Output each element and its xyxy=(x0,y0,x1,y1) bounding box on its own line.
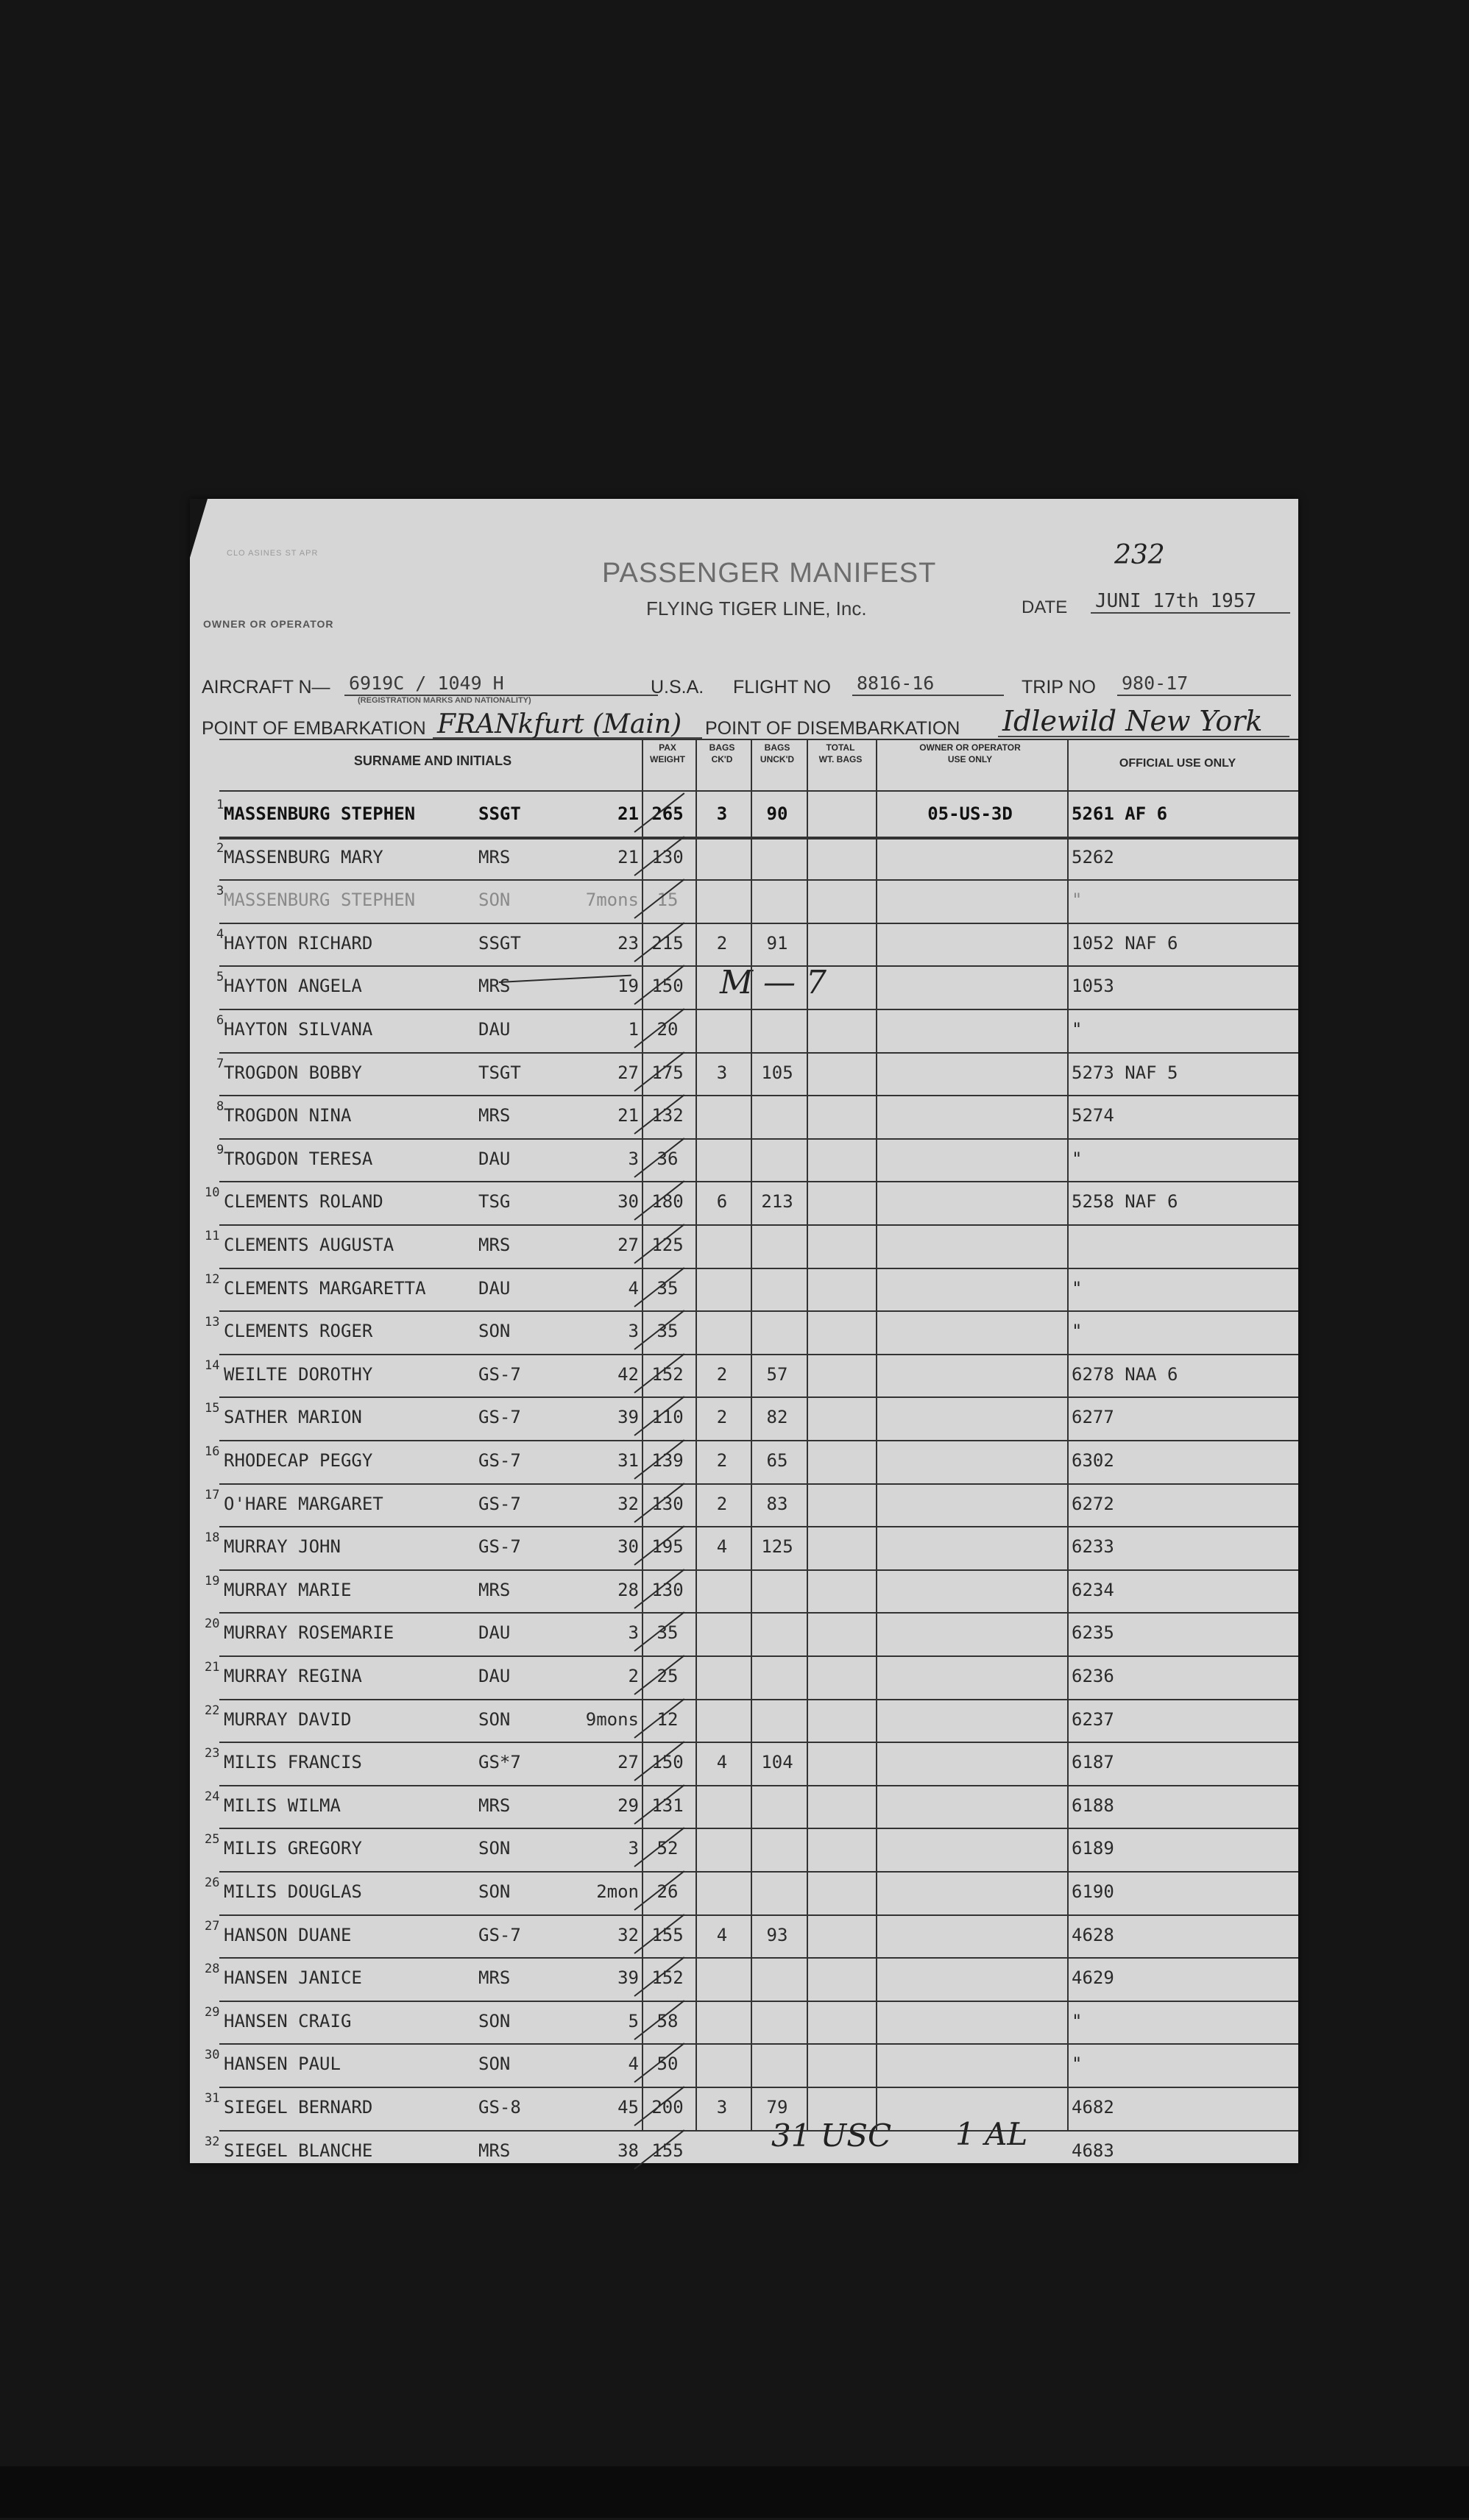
passenger-weight: 15 xyxy=(656,890,679,911)
row-rule xyxy=(219,1310,1298,1312)
passenger-age: 9mons xyxy=(585,1708,639,1730)
passenger-age: 21 xyxy=(617,1105,639,1126)
row-number: 13 xyxy=(205,1315,220,1330)
official-use: 4629 xyxy=(1072,1967,1114,1989)
row-number: 7 xyxy=(216,1056,224,1071)
passenger-name: O'HARE MARGARET xyxy=(224,1493,383,1514)
col-owner-header: OWNER OR OPERATOR USE ONLY xyxy=(919,742,1021,764)
row-rule xyxy=(219,2043,1298,2045)
header-rule xyxy=(219,739,1298,740)
bags-unchecked: 213 xyxy=(761,1191,793,1213)
disembarkation-label: POINT OF DISEMBARKATION xyxy=(705,718,960,739)
official-use: " xyxy=(1072,1321,1083,1342)
row-number: 23 xyxy=(205,1746,220,1761)
passenger-rank: SON xyxy=(478,1321,511,1342)
passenger-weight: 125 xyxy=(651,1235,684,1255)
passenger-age: 2 xyxy=(628,1666,639,1686)
row-number: 25 xyxy=(205,1832,220,1848)
passenger-age: 31 xyxy=(617,1450,639,1471)
row-number: 16 xyxy=(205,1444,220,1459)
passenger-name: MILIS GREGORY xyxy=(224,1838,362,1859)
row-rule xyxy=(219,1138,1298,1140)
bags-checked: 3 xyxy=(716,1062,728,1083)
passenger-age: 30 xyxy=(617,1191,639,1213)
row-rule xyxy=(219,2001,1298,2002)
row-number: 20 xyxy=(205,1616,220,1632)
passenger-rank: SON xyxy=(478,2054,511,2075)
handwritten-note-row5: M — 7 xyxy=(720,964,827,1001)
col-bags-ckd-header: BAGS CK'D xyxy=(709,742,735,764)
row-number: 32 xyxy=(205,2134,220,2149)
row-rule xyxy=(219,923,1298,924)
passenger-name: CLEMENTS ROLAND xyxy=(224,1191,383,1213)
passenger-age: 27 xyxy=(617,1752,639,1773)
passenger-name: CLEMENTS ROGER xyxy=(224,1321,373,1342)
passenger-age: 38 xyxy=(617,2140,639,2161)
passenger-age: 21 xyxy=(617,846,639,867)
bags-unchecked: 105 xyxy=(761,1062,793,1083)
bags-checked: 6 xyxy=(716,1191,728,1213)
passenger-name: MURRAY REGINA xyxy=(224,1666,362,1686)
row-rule xyxy=(219,1569,1298,1571)
row-rule xyxy=(219,1742,1298,1743)
passenger-rank: TSG xyxy=(478,1191,511,1213)
row-rule xyxy=(219,837,1298,840)
bags-checked: 3 xyxy=(716,803,728,824)
row-number: 24 xyxy=(205,1789,220,1804)
passenger-rank: DAU xyxy=(478,1666,511,1686)
passenger-rank: DAU xyxy=(478,1622,511,1644)
row-rule xyxy=(219,1052,1298,1054)
passenger-rank: DAU xyxy=(478,1148,511,1169)
row-rule xyxy=(219,2087,1298,2088)
passenger-age: 3 xyxy=(628,1321,639,1342)
passenger-rank: MRS xyxy=(478,846,511,867)
passenger-age: 30 xyxy=(617,1536,639,1558)
bags-unchecked: 91 xyxy=(766,932,788,954)
row-number: 22 xyxy=(205,1703,220,1718)
passenger-weight: 155 xyxy=(651,2140,684,2161)
passenger-weight: 110 xyxy=(651,1407,684,1428)
column-divider xyxy=(751,739,752,2130)
passenger-age: 29 xyxy=(617,1795,639,1816)
passenger-name: MURRAY ROSEMARIE xyxy=(224,1622,394,1644)
passenger-name: WEILTE DOROTHY xyxy=(224,1363,373,1385)
passenger-name: MASSENBURG STEPHEN xyxy=(224,890,416,911)
passenger-age: 39 xyxy=(617,1407,639,1428)
official-use: " xyxy=(1072,890,1083,911)
row-rule xyxy=(219,1655,1298,1657)
official-use: 6188 xyxy=(1072,1795,1114,1816)
passenger-weight: 50 xyxy=(656,2054,679,2075)
passenger-weight: 265 xyxy=(651,803,684,824)
passenger-name: TROGDON NINA xyxy=(224,1105,352,1126)
passenger-rank: MRS xyxy=(478,1105,511,1126)
passenger-rank: SON xyxy=(478,1881,511,1902)
official-use: 4682 xyxy=(1072,2097,1114,2118)
passenger-name: CLEMENTS MARGARETTA xyxy=(224,1277,426,1299)
row-rule xyxy=(219,1009,1298,1010)
date-label: DATE xyxy=(1022,597,1068,617)
scan-dark-band xyxy=(0,2466,1469,2518)
passenger-weight: 26 xyxy=(656,1881,679,1902)
trip-value: 980-17 xyxy=(1117,672,1291,696)
passenger-age: 5 xyxy=(628,2010,639,2031)
bags-checked: 3 xyxy=(716,2097,728,2118)
bags-checked: 4 xyxy=(716,1924,728,1945)
row-number: 5 xyxy=(216,970,224,985)
torn-corner xyxy=(190,499,208,558)
passenger-name: MURRAY MARIE xyxy=(224,1579,352,1600)
passenger-weight: 130 xyxy=(651,1579,684,1600)
passenger-age: 4 xyxy=(628,2054,639,2075)
passenger-weight: 139 xyxy=(651,1450,684,1471)
passenger-rank: SSGT xyxy=(478,932,521,954)
row-number: 11 xyxy=(205,1229,220,1243)
passenger-weight: 150 xyxy=(651,976,684,997)
official-use: 6236 xyxy=(1072,1666,1114,1686)
passenger-weight: 131 xyxy=(651,1795,684,1816)
passenger-weight: 130 xyxy=(651,846,684,867)
aircraft-value: 6919C / 1049 H xyxy=(344,672,658,696)
row-number: 31 xyxy=(205,2091,220,2106)
passenger-age: 7mons xyxy=(585,890,639,911)
passenger-age: 3 xyxy=(628,1622,639,1644)
passenger-name: SATHER MARION xyxy=(224,1407,362,1428)
passenger-name: MILIS WILMA xyxy=(224,1795,341,1816)
column-divider xyxy=(695,739,697,2130)
row-rule xyxy=(219,1871,1298,1873)
column-divider xyxy=(807,739,808,2130)
row-rule xyxy=(219,1268,1298,1269)
passenger-rank: GS-7 xyxy=(478,1536,521,1558)
bags-unchecked: 79 xyxy=(766,2097,788,2118)
flight-value: 8816-16 xyxy=(852,672,1004,696)
official-use: 6237 xyxy=(1072,1708,1114,1730)
official-use: 5261 AF 6 xyxy=(1072,803,1168,824)
passenger-weight: 130 xyxy=(651,1493,684,1514)
official-use: 6234 xyxy=(1072,1579,1114,1600)
passenger-name: TROGDON BOBBY xyxy=(224,1062,362,1083)
passenger-weight: 180 xyxy=(651,1191,684,1213)
official-use: " xyxy=(1072,2010,1083,2031)
bags-unchecked: 57 xyxy=(766,1363,788,1385)
embarkation-value: FRANkfurt (Main) xyxy=(433,709,702,739)
official-use: 6233 xyxy=(1072,1536,1114,1558)
passenger-age: 32 xyxy=(617,1924,639,1945)
col-official-header: OFFICIAL USE ONLY xyxy=(1119,757,1236,770)
passenger-name: RHODECAP PEGGY xyxy=(224,1450,373,1471)
row-rule xyxy=(219,1699,1298,1700)
passenger-rank: GS-7 xyxy=(478,1493,521,1514)
passenger-name: MASSENBURG MARY xyxy=(224,846,383,867)
disembarkation-value: Idlewild New York xyxy=(998,705,1289,737)
column-divider xyxy=(642,739,643,2130)
official-use: 1053 xyxy=(1072,976,1114,997)
bags-checked: 2 xyxy=(716,1450,728,1471)
official-use: 5273 NAF 5 xyxy=(1072,1062,1178,1083)
row-rule xyxy=(219,1914,1298,1916)
row-rule xyxy=(219,1483,1298,1485)
passenger-name: MILIS DOUGLAS xyxy=(224,1881,362,1902)
passenger-name: SIEGEL BLANCHE xyxy=(224,2140,373,2161)
official-use: 6302 xyxy=(1072,1450,1114,1471)
passenger-age: 39 xyxy=(617,1967,639,1989)
row-number: 29 xyxy=(205,2004,220,2020)
passenger-name: MURRAY JOHN xyxy=(224,1536,341,1558)
trip-label: TRIP NO xyxy=(1022,677,1096,698)
passenger-age: 3 xyxy=(628,1148,639,1169)
faint-stamp: CLO ASINES ST APR xyxy=(227,549,319,558)
row-rule xyxy=(219,1224,1298,1226)
row-rule xyxy=(219,1181,1298,1182)
passenger-name: MURRAY DAVID xyxy=(224,1708,352,1730)
bags-checked: 2 xyxy=(716,1493,728,1514)
passenger-name: CLEMENTS AUGUSTA xyxy=(224,1235,394,1255)
flight-label: FLIGHT NO xyxy=(733,677,831,698)
row-rule xyxy=(219,2130,1298,2132)
nationality: U.S.A. xyxy=(651,677,704,698)
row-number: 14 xyxy=(205,1357,220,1373)
passenger-rank: MRS xyxy=(478,2140,511,2161)
embarkation-label: POINT OF EMBARKATION xyxy=(202,718,426,739)
row-number: 26 xyxy=(205,1875,220,1890)
passenger-rank: DAU xyxy=(478,1019,511,1040)
official-use: " xyxy=(1072,1277,1083,1299)
registration-note: (REGISTRATION MARKS AND NATIONALITY) xyxy=(358,696,531,705)
handwritten-note-al: 1 AL xyxy=(955,2116,1028,2152)
official-use: 5258 NAF 6 xyxy=(1072,1191,1178,1213)
passenger-rank: GS-7 xyxy=(478,1407,521,1428)
row-number: 6 xyxy=(216,1013,224,1028)
row-rule xyxy=(219,1526,1298,1527)
row-number: 19 xyxy=(205,1573,220,1589)
official-use: " xyxy=(1072,1148,1083,1169)
row-rule xyxy=(219,879,1298,881)
column-divider xyxy=(1067,739,1069,2130)
bags-unchecked: 104 xyxy=(761,1752,793,1773)
passenger-weight: 152 xyxy=(651,1967,684,1989)
row-number: 8 xyxy=(216,1099,224,1115)
passenger-name: HANSEN JANICE xyxy=(224,1967,362,1989)
passenger-rank: SSGT xyxy=(478,803,521,824)
manifest-page xyxy=(190,499,1298,2163)
passenger-name: HAYTON ANGELA xyxy=(224,976,362,997)
passenger-rank: MRS xyxy=(478,1795,511,1816)
col-bags-unckd-header: BAGS UNCK'D xyxy=(760,742,795,764)
bags-unchecked: 82 xyxy=(766,1407,788,1428)
passenger-name: HANSON DUANE xyxy=(224,1924,352,1945)
row-number: 9 xyxy=(216,1142,224,1157)
bags-checked: 4 xyxy=(716,1752,728,1773)
passenger-rank: GS-8 xyxy=(478,2097,521,2118)
official-use: 6277 xyxy=(1072,1407,1114,1428)
passenger-rank: MRS xyxy=(478,1235,511,1255)
passenger-rank: DAU xyxy=(478,1277,511,1299)
row-number: 18 xyxy=(205,1530,220,1546)
row-number: 21 xyxy=(205,1660,220,1675)
bags-unchecked: 125 xyxy=(761,1536,793,1558)
official-use: 4628 xyxy=(1072,1924,1114,1945)
passenger-name: SIEGEL BERNARD xyxy=(224,2097,373,2118)
official-use: 6278 NAA 6 xyxy=(1072,1363,1178,1385)
official-use: 5274 xyxy=(1072,1105,1114,1126)
passenger-rank: SON xyxy=(478,1838,511,1859)
bags-checked: 2 xyxy=(716,932,728,954)
row-number: 12 xyxy=(205,1271,220,1287)
bags-checked: 2 xyxy=(716,1407,728,1428)
passenger-age: 19 xyxy=(617,976,639,997)
passenger-age: 4 xyxy=(628,1277,639,1299)
row-number: 27 xyxy=(205,1918,220,1934)
company-name: FLYING TIGER LINE, Inc. xyxy=(646,597,867,620)
passenger-age: 27 xyxy=(617,1235,639,1255)
passenger-weight: 150 xyxy=(651,1752,684,1773)
passenger-name: TROGDON TERESA xyxy=(224,1148,373,1169)
row-rule xyxy=(219,1440,1298,1441)
passenger-weight: 52 xyxy=(656,1838,679,1859)
bags-unchecked: 83 xyxy=(766,1493,788,1514)
passenger-age: 27 xyxy=(617,1062,639,1083)
passenger-age: 45 xyxy=(617,2097,639,2118)
official-use: 6189 xyxy=(1072,1838,1114,1859)
passenger-weight: 58 xyxy=(656,2010,679,2031)
col-total-header: TOTAL WT. BAGS xyxy=(818,742,863,764)
passenger-weight: 20 xyxy=(656,1019,679,1040)
passenger-weight: 152 xyxy=(651,1363,684,1385)
passenger-age: 21 xyxy=(617,803,639,824)
official-use: 6272 xyxy=(1072,1493,1114,1514)
passenger-name: MILIS FRANCIS xyxy=(224,1752,362,1773)
official-use: " xyxy=(1072,1019,1083,1040)
column-divider xyxy=(876,739,877,2130)
passenger-name: MASSENBURG STEPHEN xyxy=(224,803,416,824)
aircraft-label: AIRCRAFT N— xyxy=(202,677,330,698)
official-use: 6190 xyxy=(1072,1881,1114,1902)
passenger-name: HANSEN CRAIG xyxy=(224,2010,352,2031)
passenger-age: 23 xyxy=(617,932,639,954)
passenger-rank: GS-7 xyxy=(478,1363,521,1385)
header-rule xyxy=(219,790,1298,792)
passenger-weight: 12 xyxy=(656,1708,679,1730)
row-number: 1 xyxy=(216,798,224,812)
row-number: 28 xyxy=(205,1962,220,1977)
official-use: 6235 xyxy=(1072,1622,1114,1644)
row-number: 10 xyxy=(205,1185,220,1201)
passenger-age: 3 xyxy=(628,1838,639,1859)
bags-checked: 4 xyxy=(716,1536,728,1558)
row-rule xyxy=(219,1785,1298,1786)
passenger-rank: SON xyxy=(478,1708,511,1730)
passenger-weight: 132 xyxy=(651,1105,684,1126)
official-use: 4683 xyxy=(1072,2140,1114,2161)
passenger-rank: SON xyxy=(478,890,511,911)
passenger-rank: GS*7 xyxy=(478,1752,521,1773)
passenger-name: HAYTON SILVANA xyxy=(224,1019,373,1040)
row-number: 3 xyxy=(216,884,224,899)
passenger-rank: GS-7 xyxy=(478,1924,521,1945)
passenger-rank: MRS xyxy=(478,1967,511,1989)
passenger-weight: 35 xyxy=(656,1321,679,1342)
bags-unchecked: 90 xyxy=(766,803,788,824)
row-number: 4 xyxy=(216,926,224,942)
passenger-weight: 195 xyxy=(651,1536,684,1558)
bags-unchecked: 93 xyxy=(766,1924,788,1945)
row-number: 15 xyxy=(205,1401,220,1416)
official-use: " xyxy=(1072,2054,1083,2075)
passenger-weight: 200 xyxy=(651,2097,684,2118)
date-value: JUNI 17th 1957 xyxy=(1091,590,1290,614)
passenger-weight: 155 xyxy=(651,1924,684,1945)
col-pax-header: PAX WEIGHT xyxy=(650,742,685,764)
row-rule xyxy=(219,1095,1298,1096)
owner-use: 05-US-3D xyxy=(927,803,1013,824)
row-number: 17 xyxy=(205,1487,220,1502)
passenger-weight: 175 xyxy=(651,1062,684,1083)
passenger-name: HAYTON RICHARD xyxy=(224,932,373,954)
row-rule xyxy=(219,1396,1298,1398)
bags-checked: 2 xyxy=(716,1363,728,1385)
passenger-rank: GS-7 xyxy=(478,1450,521,1471)
passenger-weight: 215 xyxy=(651,932,684,954)
row-rule xyxy=(219,1612,1298,1614)
passenger-weight: 35 xyxy=(656,1277,679,1299)
passenger-age: 1 xyxy=(628,1019,639,1040)
official-use: 5262 xyxy=(1072,846,1114,867)
row-rule xyxy=(219,1354,1298,1355)
passenger-age: 32 xyxy=(617,1493,639,1514)
document-title: PASSENGER MANIFEST xyxy=(602,558,937,589)
col-name-header: SURNAME AND INITIALS xyxy=(353,753,512,768)
owner-operator-label: OWNER OR OPERATOR xyxy=(203,618,334,630)
passenger-name: HANSEN PAUL xyxy=(224,2054,341,2075)
page-number: 232 xyxy=(1114,540,1165,570)
row-number: 2 xyxy=(216,840,224,856)
passenger-age: 42 xyxy=(617,1363,639,1385)
row-number: 30 xyxy=(205,2048,220,2063)
bags-unchecked: 65 xyxy=(766,1450,788,1471)
official-use: 1052 NAF 6 xyxy=(1072,932,1178,954)
passenger-age: 2mon xyxy=(596,1881,639,1902)
passenger-rank: SON xyxy=(478,2010,511,2031)
row-rule xyxy=(219,1828,1298,1829)
passenger-weight: 25 xyxy=(656,1666,679,1686)
passenger-age: 28 xyxy=(617,1579,639,1600)
passenger-rank: MRS xyxy=(478,1579,511,1600)
passenger-weight: 35 xyxy=(656,1622,679,1644)
row-rule xyxy=(219,1957,1298,1959)
passenger-weight: 36 xyxy=(656,1148,679,1169)
passenger-rank: TSGT xyxy=(478,1062,521,1083)
official-use: 6187 xyxy=(1072,1752,1114,1773)
handwritten-note-usc: 31 USC xyxy=(771,2118,892,2154)
passenger-rank: MRS xyxy=(478,976,511,997)
